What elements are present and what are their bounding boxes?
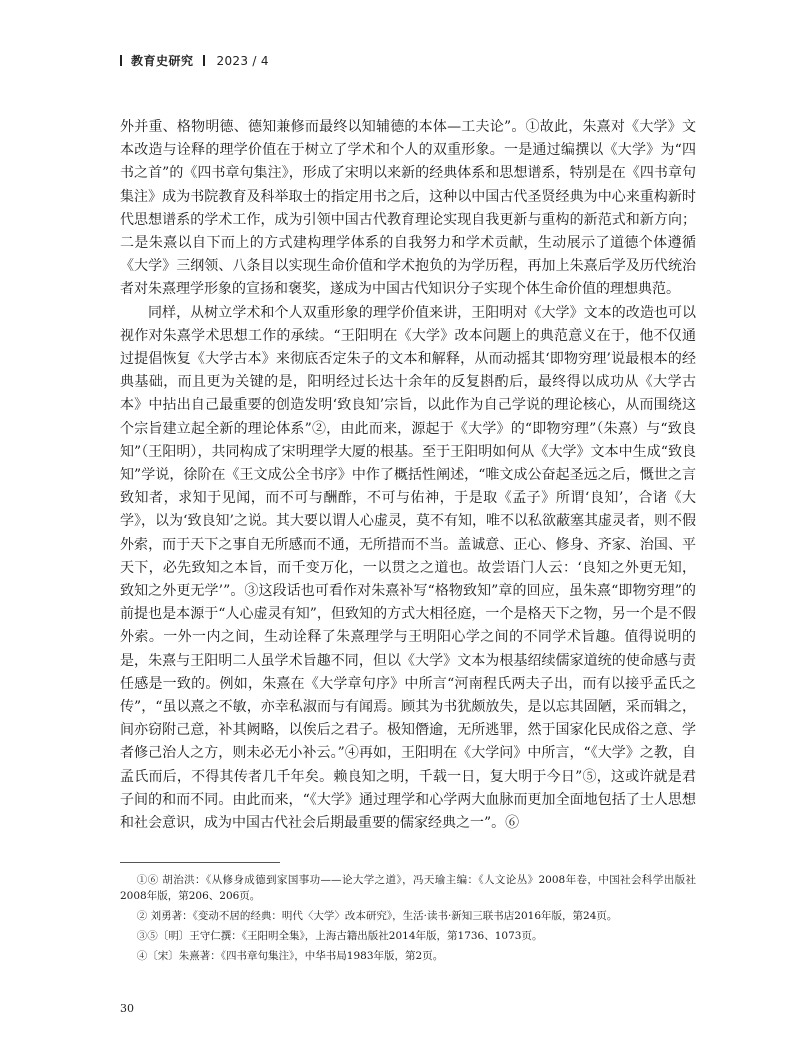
- paragraph: 同样，从树立学术和个人双重形象的理学价值来讲，王阳明对《大学》文本的改造也可以视作对朱熹学术思想工作的承续。“王阳明在《大学》改本问题上的典范意义在于，他不仅通过提倡恢复《大学古本》来彻底否定朱子的文本和解释，从而动摇其‘即物穷理’说最根本的经典基础，而且更为关键的是，阳明经过长达十余年的反复斟酌后，最终得以成功从《大学古本》中拈出自己最重要的创造发明‘致良知’宗旨，以此作为自己学说的理论核心，从而围绕这个宗旨建立起全新的理论体系”②，由此而来，源起于《大学》的“即物穷理”（朱熹）与“致良知”（王阳明），共同构成了宋明理学大厦的根基。至于王阳明如何从《大学》文本中生成“致良知”学说，徐阶在《王文成公全书序》中作了概括性阐述，“唯文成公奋起圣远之后，慨世之言致知者，求知于见闻，而不可与酬酢，不可与佑神，于是取《孟子》所谓‘良知’，合诸《大学》，以为‘致良知’之说。其大要以谓人心虚灵，莫不有知，唯不以私欲蔽塞其虚灵者，则不假外索，而于天下之事自无所感而不通，无所措而不当。盖诚意、正心、修身、齐家、治国、平天下，必先致知之本旨，而千变万化，一以贯之之道也。故尝语门人云：‘良知之外更无知，致知之外更无学’”。③这段话也可看作对朱熹补写“格物致知”章的回应，虽朱熹“即物穷理”的前提也是本源于“人心虚灵有知”，但致知的方式大相径庭，一个是格天下之物，另一个是不假外索。一外一内之间，生动诠释了朱熹理学与王明阳心学之间的不同学术旨趣。值得说明的是，朱熹与王阳明二人虽学术旨趣不同，但以《大学》文本为根基绍续儒家道统的使命感与责任感是一致的。例如，朱熹在《大学章句序》中所言“河南程氏两夫子出，而有以接乎孟氏之传”，“虽以熹之不敏，亦幸私淑而与有闻焉。顾其为书犹颇放失，是以忘其固陋，采而辑之，间亦窃附己意，补其阙略，以俟后之君子。极知僭逾，无所逃罪，然于国家化民成俗之意、学者修己治人之方，则未必无小补云。”④再如，王阳明在《大学问》中所言，“《大学》之教，自孟氏而后，不得其传者几千年矣。赖良知之明，千载一日，复大明于今日”⑤，这或许就是君子间的和而不同。由此而来，“《大学》通过理学和心学两大血脉而更加全面地包括了士人思想和社会意识，成为中国古代社会后期最重要的儒家经典之一”。⑥: [120, 304, 696, 832]
- footnote-divider: [120, 862, 280, 863]
- footnote: ①⑥ 胡治洪：《从修身成德到家国事功——论大学之道》，冯天瑜主编：《人文论丛》2008年卷，中国社会科学出版社2008年版，第206、206页。: [120, 874, 696, 902]
- page-number: 30: [120, 1002, 134, 1015]
- footnote: ③⑤〔明〕王守仁撰：《王阳明全集》，上海古籍出版社2014年版，第1736、1073页。: [136, 930, 543, 942]
- main-text: [120, 116, 696, 835]
- footnote: ② 刘勇著：《变动不居的经典：明代〈大学〉改本研究》，生活·读书·新知三联书店2016年版，第24页。: [136, 910, 618, 922]
- paragraph: 外并重、格物明德、德知兼修而最终以知辅德的本体—工夫论”。①故此，朱熹对《大学》文本改造与诠释的理学价值在于树立了学术和个人的双重形象。一是通过编撰以《大学》为“四书之首”的《四书章句集注》，形成了宋明以来新的经典体系和思想谱系，特别是在《四书章句集注》成为书院教育及科举取士的指定用书之后，这种以中国古代圣贤经典为中心来重构新时代思想谱系的学术工作，成为引领中国古代教育理论实现自我更新与重构的新范式和新方向；二是朱熹以自下而上的方式建构理学体系的自我努力和学术贡献，生动展示了道德个体遵循《大学》三纲领、八条目以实现生命价值和学术抱负的为学历程，再加上朱熹后学及历代统治者对朱熹理学形象的宣扬和褒奖，遂成为中国古代知识分子实现个体生命价值的理想典范。: [120, 119, 696, 298]
- header-bar-right: [203, 55, 205, 66]
- running-header: [120, 52, 269, 69]
- journal-title: 教育史研究: [131, 54, 194, 68]
- issue-number: 2023 / 4: [216, 53, 269, 68]
- footnotes: [120, 872, 696, 968]
- footnote: ④〔宋〕朱熹著：《四书章句集注》，中华书局1983年版，第2页。: [136, 950, 444, 962]
- header-bar-left: [120, 55, 122, 66]
